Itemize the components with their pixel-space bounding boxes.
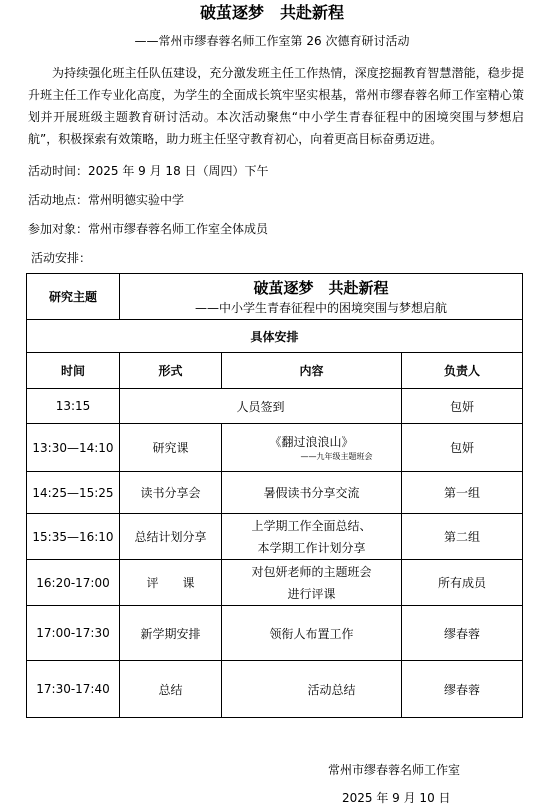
activity-time: 活动时间：2025 年 9 月 18 日（周四）下午 bbox=[28, 164, 269, 178]
row-content-cell bbox=[222, 514, 402, 560]
row-time: 13:15 bbox=[27, 389, 120, 424]
table-row bbox=[27, 661, 523, 718]
topic-cell bbox=[120, 274, 523, 320]
header-row bbox=[27, 353, 523, 389]
row-content: 暑假读书分享交流 bbox=[222, 472, 402, 514]
row-content: 活动总结 bbox=[222, 661, 402, 718]
topic-title: 破茧逐梦 共赴新程 bbox=[253, 278, 389, 297]
topic-row bbox=[27, 274, 523, 320]
activity-place: 活动地点：常州明德实验中学 bbox=[28, 193, 185, 207]
row-time: 16:20-17:00 bbox=[27, 560, 120, 606]
row-content: 《翻过浪浪山》 bbox=[269, 434, 354, 449]
section-row bbox=[27, 320, 523, 353]
table-row bbox=[27, 560, 523, 606]
row-time: 15:35—16:10 bbox=[27, 514, 120, 560]
table-row bbox=[27, 472, 523, 514]
row-content-note: ——九年级主题班会 bbox=[300, 451, 373, 461]
row-content: 人员签到 bbox=[120, 389, 402, 424]
schedule-table bbox=[26, 273, 523, 718]
row-content-line2: 本学期工作计划分享 bbox=[257, 540, 366, 555]
footer-date: 2025 年 9 月 10 日 bbox=[342, 791, 451, 805]
row-form: 读书分享会 bbox=[120, 472, 222, 514]
row-person: 缪春蓉 bbox=[402, 606, 523, 661]
schedule-label: 活动安排： bbox=[31, 251, 92, 265]
row-form: 新学期安排 bbox=[120, 606, 222, 661]
row-content-line2: 进行评课 bbox=[287, 586, 336, 601]
row-person: 所有成员 bbox=[402, 560, 523, 606]
table-row bbox=[27, 514, 523, 560]
row-content: 领衔人布置工作 bbox=[222, 606, 402, 661]
row-person: 包妍 bbox=[402, 424, 523, 472]
footer-org: 常州市缪春蓉名师工作室 bbox=[328, 763, 461, 777]
row-form: 总结计划分享 bbox=[120, 514, 222, 560]
row-form: 总结 bbox=[120, 661, 222, 718]
page-subtitle: ——常州市缪春蓉名师工作室第 26 次德育研讨活动 bbox=[134, 34, 410, 48]
row-form: 研究课 bbox=[120, 424, 222, 472]
topic-label: 研究主题 bbox=[27, 274, 120, 320]
page-title: 破茧逐梦 共赴新程 bbox=[199, 3, 344, 22]
intro-paragraph: 为持续强化班主任队伍建设，充分激发班主任工作热情，深度挖掘教育智慧潜能，稳步提升班主任工作专业化高度，为学生的全面成长筑牢坚实根基，常州市缪春蓉名师工作室精心策划并开展班级主题教育研讨活动。本次活动聚焦“中小学生青春征程中的困境突围与梦想启航”，积极探索有效策略，助力班主任坚守教育初心，向着更高目标奋勇迈进。 bbox=[28, 66, 524, 146]
row-time: 13:30—14:10 bbox=[27, 424, 120, 472]
row-time: 17:30-17:40 bbox=[27, 661, 120, 718]
row-time: 17:00-17:30 bbox=[27, 606, 120, 661]
row-content-cell bbox=[222, 424, 402, 472]
table-row bbox=[27, 606, 523, 661]
activity-participants: 参加对象：常州市缪春蓉名师工作室全体成员 bbox=[28, 222, 269, 236]
column-header-content: 内容 bbox=[222, 353, 402, 389]
row-person: 包妍 bbox=[402, 389, 523, 424]
row-content-cell bbox=[222, 560, 402, 606]
column-header-time: 时间 bbox=[27, 353, 120, 389]
column-header-form: 形式 bbox=[120, 353, 222, 389]
topic-subtitle: ——中小学生青春征程中的困境突围与梦想启航 bbox=[195, 300, 448, 315]
column-header-person: 负责人 bbox=[402, 353, 523, 389]
row-form: 评 课 bbox=[120, 560, 222, 606]
row-content: 上学期工作全面总结、 bbox=[251, 518, 372, 533]
row-time: 14:25—15:25 bbox=[27, 472, 120, 514]
row-person: 第二组 bbox=[402, 514, 523, 560]
table-row bbox=[27, 424, 523, 472]
row-content: 对包妍老师的主题班会 bbox=[251, 564, 372, 579]
row-person: 第一组 bbox=[402, 472, 523, 514]
table-row bbox=[27, 389, 523, 424]
row-person: 缪春蓉 bbox=[402, 661, 523, 718]
section-label: 具体安排 bbox=[27, 320, 523, 353]
